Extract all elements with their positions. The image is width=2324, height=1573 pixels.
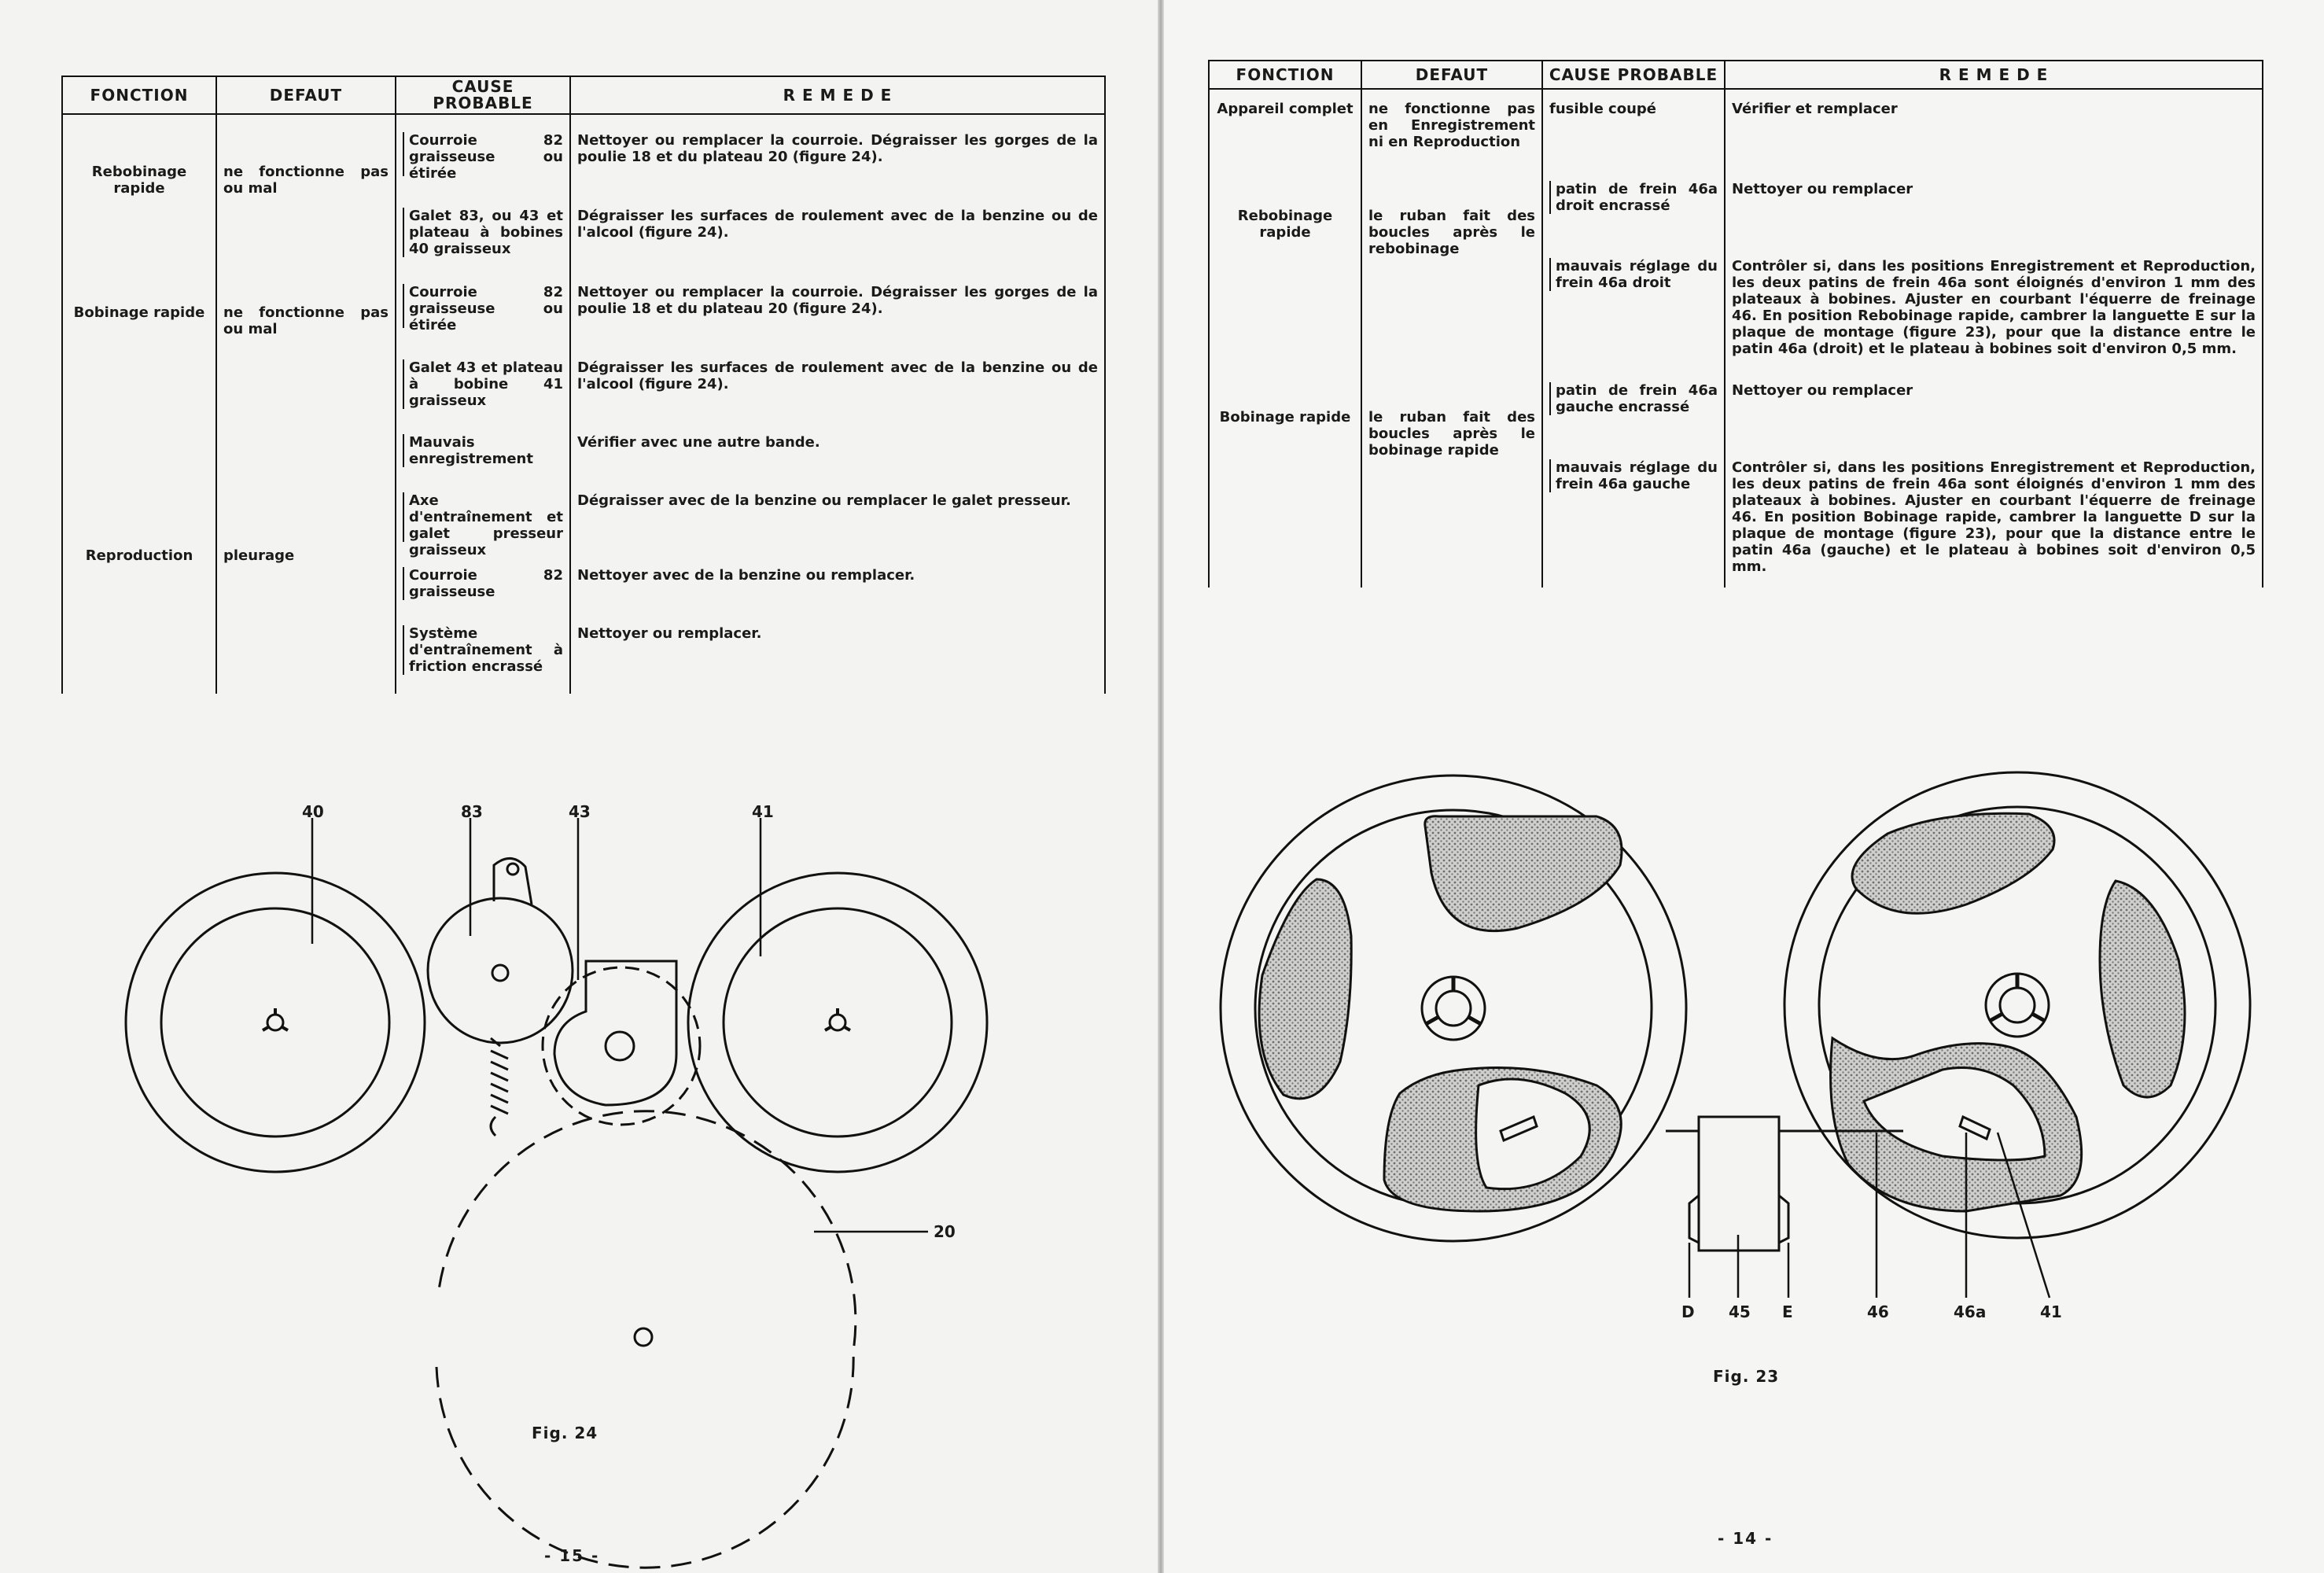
cause-item: Galet 43 et plateau à bobine 41 graisseux	[403, 359, 563, 409]
defaut-cell: pleurage	[216, 429, 396, 694]
cause-item: patin de frein 46a gauche encrassé	[1549, 382, 1718, 415]
header-defaut: DEFAUT	[1361, 61, 1542, 89]
cause-item: Système d'entraînement à friction encrassé	[403, 625, 563, 675]
fig23-label-E: E	[1782, 1302, 1793, 1321]
idler-wheel-83-hub	[492, 965, 508, 981]
page-number-right: - 14 -	[1718, 1529, 1773, 1548]
fig24-drawing	[126, 818, 987, 1567]
header-cause: CAUSE PROBABLE	[1542, 61, 1725, 89]
fig23-label-45: 45	[1729, 1302, 1751, 1321]
fonction-cell: Rebobinage rapide	[1209, 176, 1361, 378]
reel-plate-41	[688, 873, 987, 1172]
fonction-cell: Bobinage rapide	[62, 278, 216, 429]
cause-item: mauvais réglage du frein 46a droit	[1549, 258, 1718, 291]
tension-spring	[491, 1038, 508, 1114]
fonction-cell: Appareil complet	[1209, 89, 1361, 176]
cause-item: Courroie 82 graisseuse ou étirée	[403, 284, 563, 328]
fig24-label-20: 20	[934, 1222, 956, 1241]
remede-item: Nettoyer avec de la benzine ou remplacer.	[577, 567, 915, 584]
flywheel-plate-20-hub	[635, 1328, 652, 1346]
reel-plate-41-inner	[724, 908, 952, 1136]
cause-item: Axe d'entraînement et galet presseur graisseux	[403, 492, 563, 542]
fig23-label-41: 41	[2040, 1302, 2062, 1321]
cause-item: Galet 83, ou 43 et plateau à bobines 40 graisseux	[403, 208, 563, 257]
reel-plate-40	[126, 873, 425, 1172]
remede-item: Nettoyer ou remplacer	[1732, 382, 1913, 399]
reel-plate-40-inner	[161, 908, 389, 1136]
defaut-cell: ne fonctionne pas ou mal	[216, 114, 396, 278]
flywheel-plate-20	[436, 1111, 856, 1567]
remede-item: Nettoyer ou remplacer la courroie. Dégraisser les gorges de la poulie 18 et du plateau 20 (figure 24).	[577, 132, 1098, 165]
fig23-label-D: D	[1681, 1302, 1695, 1321]
fonction-cell: Rebobinage rapide	[62, 114, 216, 278]
remede-item: Contrôler si, dans les positions Enregistrement et Reproduction, les deux patins de frein 46a sont éloignés d'environ 1 mm des plateaux à bobines. Ajuster en courbant l'équerre de freinage 46. En position Bobinage rapide, cambrer la languette D sur la plaque de montage (figure 23), pour que la distance entre le patin 46a (gauche) et le plateau à bobines soit d'environ 0,5 mm.	[1732, 459, 2256, 575]
tab-D	[1689, 1195, 1699, 1243]
fig24-label-41: 41	[752, 802, 774, 821]
fig24-label-43: 43	[569, 802, 591, 821]
fig23-label-46a: 46a	[1954, 1302, 1987, 1321]
header-remede: R E M E D E	[1725, 61, 2263, 89]
remede-item: Nettoyer ou remplacer.	[577, 625, 762, 642]
fig24-caption: Fig. 24	[532, 1424, 598, 1442]
fonction-cell: Bobinage rapide	[1209, 378, 1361, 588]
fig24-label-40: 40	[302, 802, 324, 821]
fig23-caption: Fig. 23	[1713, 1367, 1780, 1386]
remede-item: Vérifier et remplacer	[1732, 101, 1898, 117]
cause-item: Mauvais enregistrement	[403, 434, 563, 467]
reel-window-right-1	[1852, 813, 2054, 913]
cause-item: patin de frein 46a droit encrassé	[1549, 181, 1718, 214]
fig23-drawing	[1221, 772, 2250, 1298]
cause-item: Courroie 82 graisseuse	[403, 567, 563, 600]
reel-window-left-2	[1259, 879, 1351, 1099]
remede-item: Dégraisser les surfaces de roulement avec de la benzine ou de l'alcool (figure 24).	[577, 359, 1098, 392]
fonction-cell: Reproduction	[62, 429, 216, 694]
remede-item: Vérifier avec une autre bande.	[577, 434, 820, 451]
reel-window-left-1	[1425, 816, 1622, 931]
defaut-cell: le ruban fait des boucles après le rebobinage	[1361, 176, 1542, 378]
header-cause: CAUSE PROBABLE	[396, 76, 570, 114]
fig23-label-46: 46	[1867, 1302, 1889, 1321]
cause-item: mauvais réglage du frein 46a gauche	[1549, 459, 1718, 492]
mounting-plate-45	[1699, 1117, 1779, 1251]
reel-hub-41	[830, 1015, 845, 1030]
reel-hub-40	[267, 1015, 283, 1030]
tab-E	[1779, 1195, 1788, 1243]
cause-item: fusible coupé	[1549, 101, 1657, 117]
header-fonction: FONCTION	[1209, 61, 1361, 89]
remede-item: Contrôler si, dans les positions Enregistrement et Reproduction, les deux patins de frein 46a sont éloignés d'environ 1 mm des plateaux à bobines. Ajuster en courbant l'équerre de freinage 46. En position Rebobinage rapide, cambrer la languette E sur la plaque de montage (figure 23), pour que la distance entre le patin 46a (droit) et le plateau à bobines soit d'environ 0,5 mm.	[1732, 258, 2256, 357]
page-number-left: - 15 -	[544, 1546, 600, 1565]
remede-item: Dégraisser les surfaces de roulement avec de la benzine ou de l'alcool (figure 24).	[577, 208, 1098, 241]
defaut-cell: le ruban fait des boucles après le bobinage rapide	[1361, 378, 1542, 588]
remede-item: Nettoyer ou remplacer la courroie. Dégraisser les gorges de la poulie 18 et du plateau 20 (figure 24).	[577, 284, 1098, 317]
idler-wheel-43-hub	[606, 1032, 634, 1060]
header-defaut: DEFAUT	[216, 76, 396, 114]
fig24-label-83: 83	[461, 802, 483, 821]
idler-wheel-83	[428, 898, 573, 1043]
reel-window-right-2	[2100, 881, 2185, 1097]
header-remede: R E M E D E	[570, 76, 1105, 114]
header-fonction: FONCTION	[62, 76, 216, 114]
defaut-cell: ne fonctionne pas ou mal	[216, 278, 396, 429]
defaut-cell: ne fonctionne pas en Enregistrement ni en Reproduction	[1361, 89, 1542, 176]
cause-item: Courroie 82 graisseuse ou étirée	[403, 132, 563, 176]
remede-item: Nettoyer ou remplacer	[1732, 181, 1913, 197]
remede-item: Dégraisser avec de la benzine ou remplacer le galet presseur.	[577, 492, 1071, 509]
